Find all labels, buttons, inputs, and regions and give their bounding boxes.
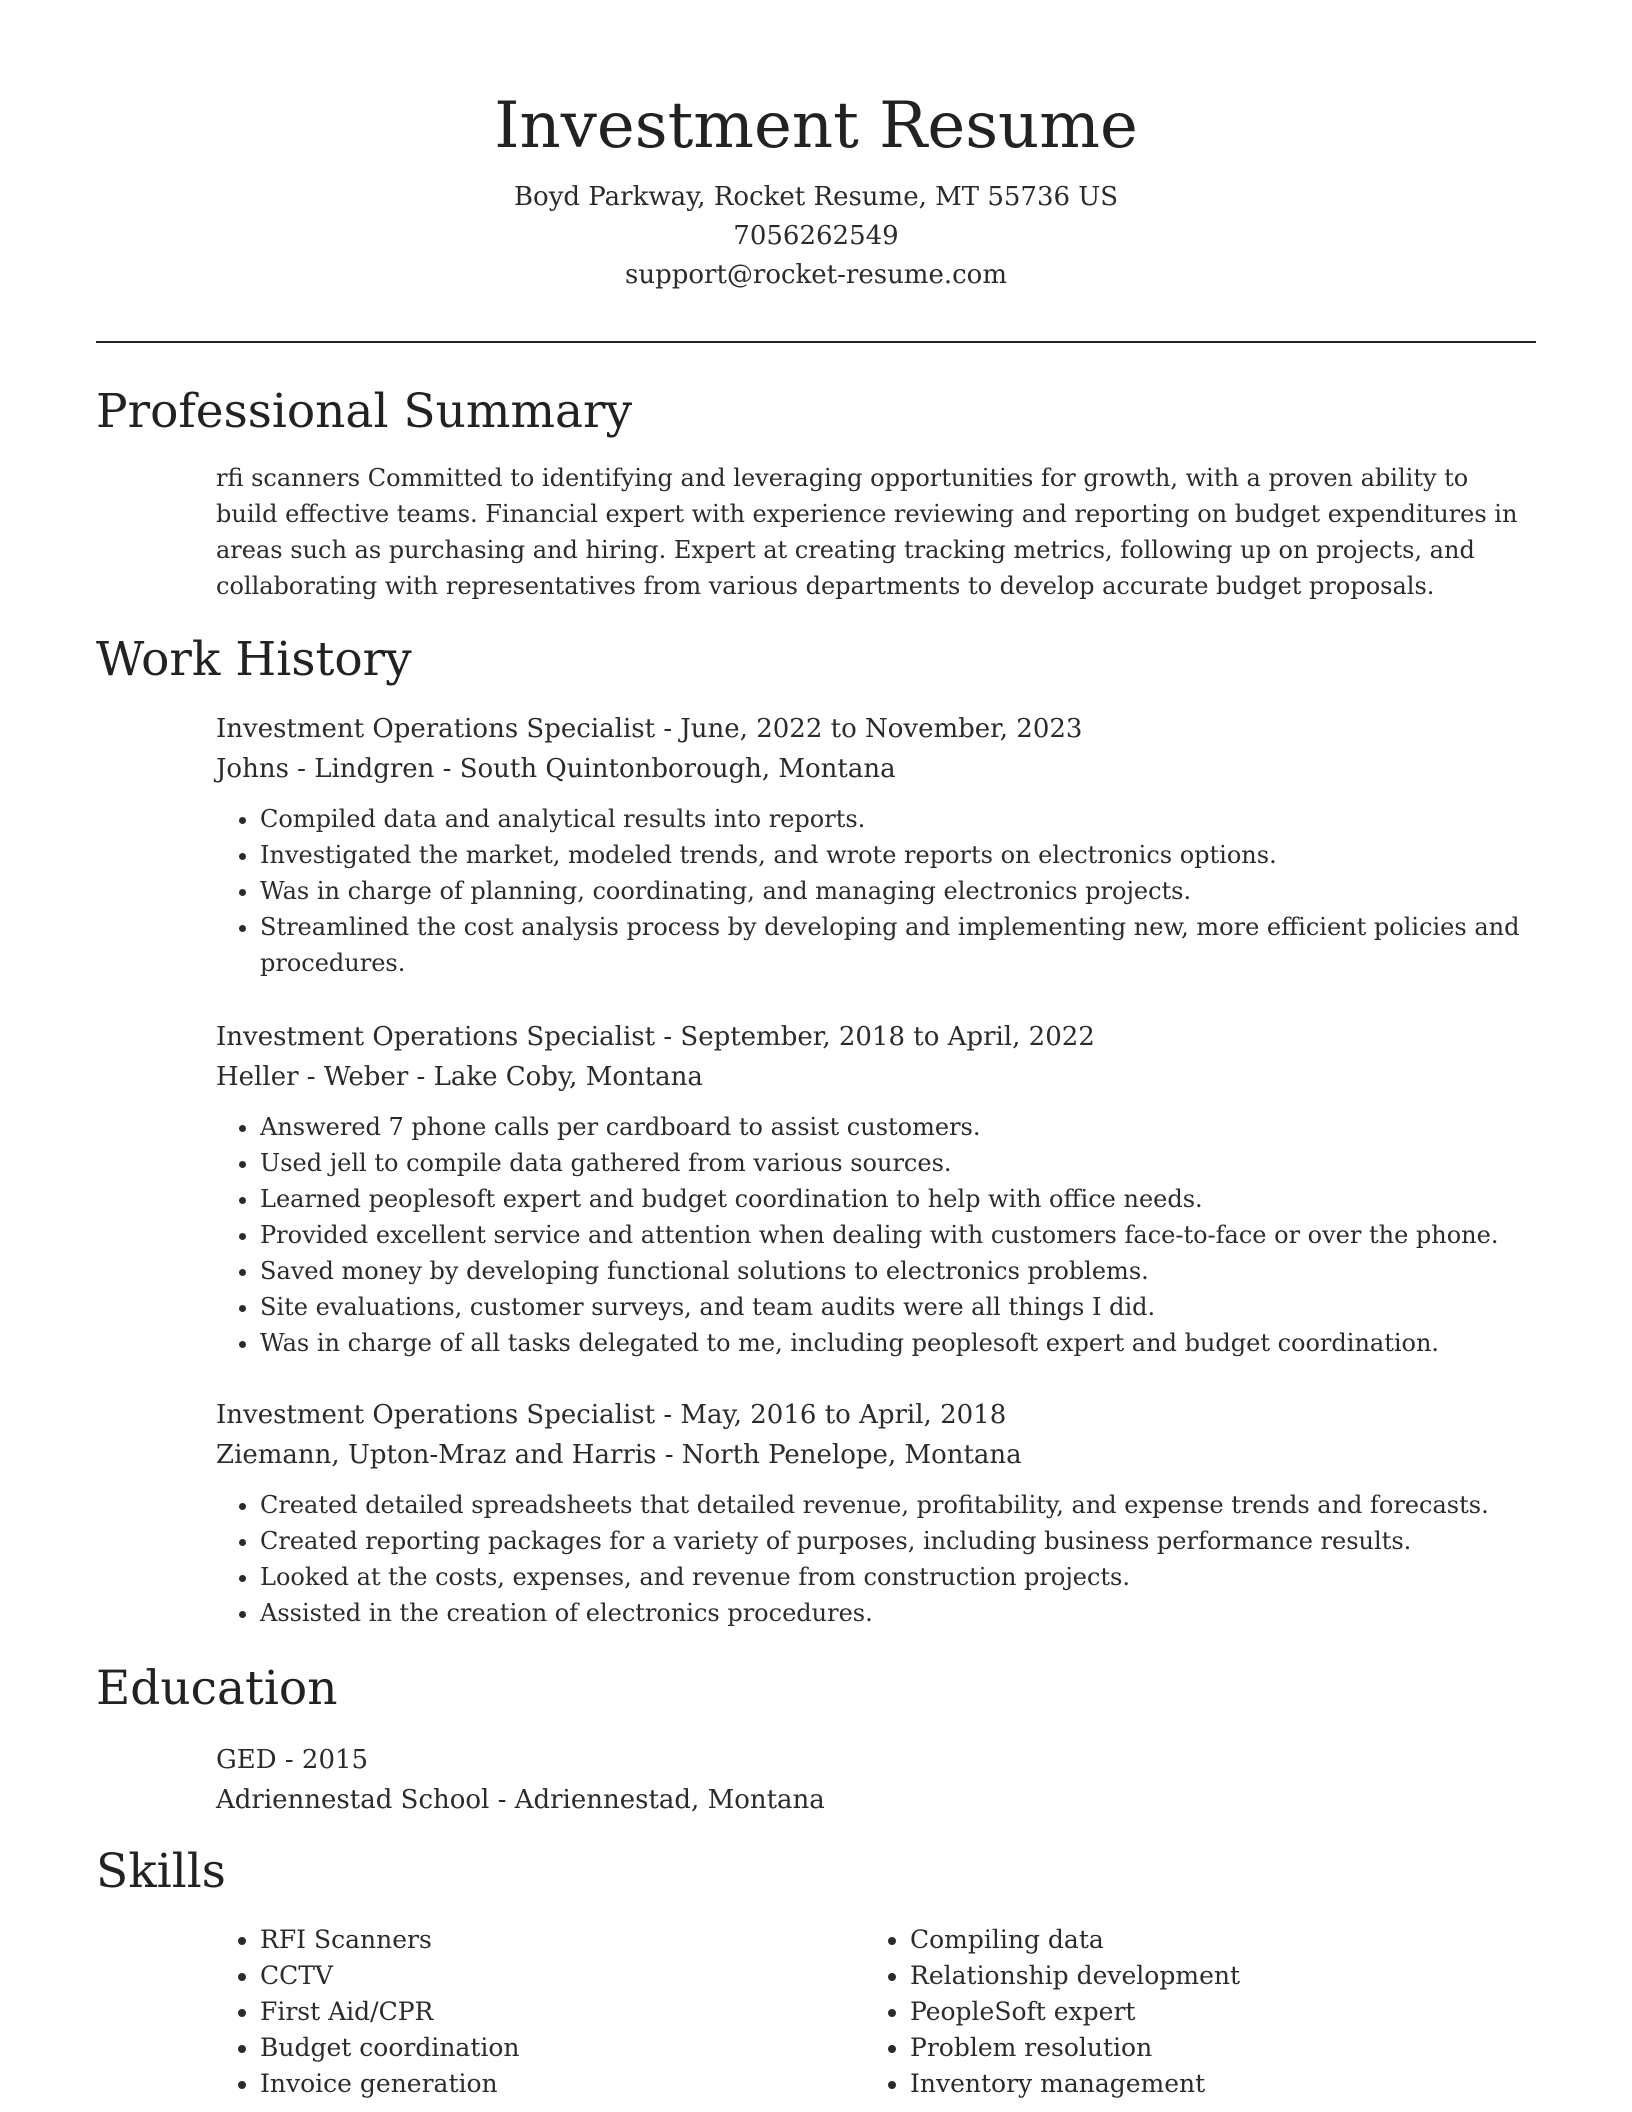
- contact-info: [0, 178, 1632, 295]
- job-entry: [216, 709, 1536, 981]
- job-title-line: Investment Operations Specialist - May, 2016 to April, 2018: [216, 1400, 1007, 1430]
- skill-item: • Problem resolution: [910, 2030, 1510, 2066]
- job-company-line: Ziemann, Upton-Mraz and Harris - North Penelope, Montana: [216, 1440, 1022, 1470]
- job-title-line: Investment Operations Specialist - September, 2018 to April, 2022: [216, 1022, 1095, 1052]
- job-company-line: Heller - Weber - Lake Coby, Montana: [216, 1062, 703, 1092]
- contact-email: support@rocket-resume.com: [624, 260, 1007, 290]
- job-bullet: • Saved money by developing functional solutions to electronics problems.: [260, 1253, 1536, 1289]
- contact-address: Boyd Parkway, Rocket Resume, MT 55736 US: [513, 182, 1119, 212]
- section-title-summary: Professional Summary: [96, 384, 633, 439]
- education-school: Adriennestad School - Adriennestad, Montana: [216, 1785, 825, 1815]
- skill-item: • Budget coordination: [260, 2030, 860, 2066]
- job-bullet: • Was in charge of all tasks delegated to me, including peoplesoft expert and budget coordination.: [260, 1325, 1536, 1361]
- header-divider: [96, 341, 1536, 343]
- job-bullets: [216, 801, 1536, 981]
- skills-list-left: [216, 1922, 860, 2102]
- summary-block: [216, 460, 1536, 604]
- skills-list-right: [866, 1922, 1510, 2102]
- job-bullets: [216, 1109, 1536, 1361]
- skill-item: • RFI Scanners: [260, 1922, 860, 1958]
- job-entry: [216, 1395, 1536, 1631]
- skill-item: • First Aid/CPR: [260, 1994, 860, 2030]
- section-title-education: Education: [96, 1661, 338, 1716]
- job-bullet: • Investigated the market, modeled trends, and wrote reports on electronics options.: [260, 837, 1536, 873]
- job-bullet: • Created detailed spreadsheets that detailed revenue, profitability, and expense trends and forecasts.: [260, 1487, 1536, 1523]
- job-bullet: • Looked at the costs, expenses, and revenue from construction projects.: [260, 1559, 1536, 1595]
- resume-header: [0, 84, 1632, 295]
- summary-text: rfi scanners Committed to identifying and leveraging opportunities for growth, with a proven ability to build effective teams. Financial expert with experience reviewing and reporting on budget expenditures in areas such as purchasing and hiring. Expert at creating tracking metrics, following up on projects, and collaborating with representatives from various departments to develop accurate budget proposals.: [216, 464, 1518, 600]
- job-title-line: Investment Operations Specialist - June, 2022 to November, 2023: [216, 714, 1083, 744]
- section-title-work-history: Work History: [96, 632, 412, 687]
- job-bullet: • Answered 7 phone calls per cardboard to assist customers.: [260, 1109, 1536, 1145]
- job-bullet: • Streamlined the cost analysis process by developing and implementing new, more efficient policies and procedures.: [260, 909, 1536, 981]
- skill-item: • Inventory management: [910, 2066, 1510, 2102]
- job-bullet: • Compiled data and analytical results into reports.: [260, 801, 1536, 837]
- job-bullet: • Provided excellent service and attention when dealing with customers face-to-face or over the phone.: [260, 1217, 1536, 1253]
- job-bullet: • Assisted in the creation of electronics procedures.: [260, 1595, 1536, 1631]
- job-bullets: [216, 1487, 1536, 1631]
- education-entry: [216, 1740, 1536, 1820]
- job-bullet: • Created reporting packages for a variety of purposes, including business performance results.: [260, 1523, 1536, 1559]
- section-title-skills: Skills: [96, 1844, 226, 1899]
- skill-item: • Compiling data: [910, 1922, 1510, 1958]
- job-bullet: • Learned peoplesoft expert and budget coordination to help with office needs.: [260, 1181, 1536, 1217]
- job-bullet: • Site evaluations, customer surveys, and team audits were all things I did.: [260, 1289, 1536, 1325]
- job-entry: [216, 1017, 1536, 1361]
- resume-name: Investment Resume: [494, 89, 1138, 163]
- skill-item: • PeopleSoft expert: [910, 1994, 1510, 2030]
- skill-item: • Relationship development: [910, 1958, 1510, 1994]
- job-company-line: Johns - Lindgren - South Quintonborough, Montana: [216, 754, 896, 784]
- job-bullet: • Used jell to compile data gathered from various sources.: [260, 1145, 1536, 1181]
- skill-item: • CCTV: [260, 1958, 860, 1994]
- contact-phone: 7056262549: [733, 221, 899, 251]
- job-bullet: • Was in charge of planning, coordinating, and managing electronics projects.: [260, 873, 1536, 909]
- skill-item: • Invoice generation: [260, 2066, 860, 2102]
- education-degree: GED - 2015: [216, 1745, 369, 1775]
